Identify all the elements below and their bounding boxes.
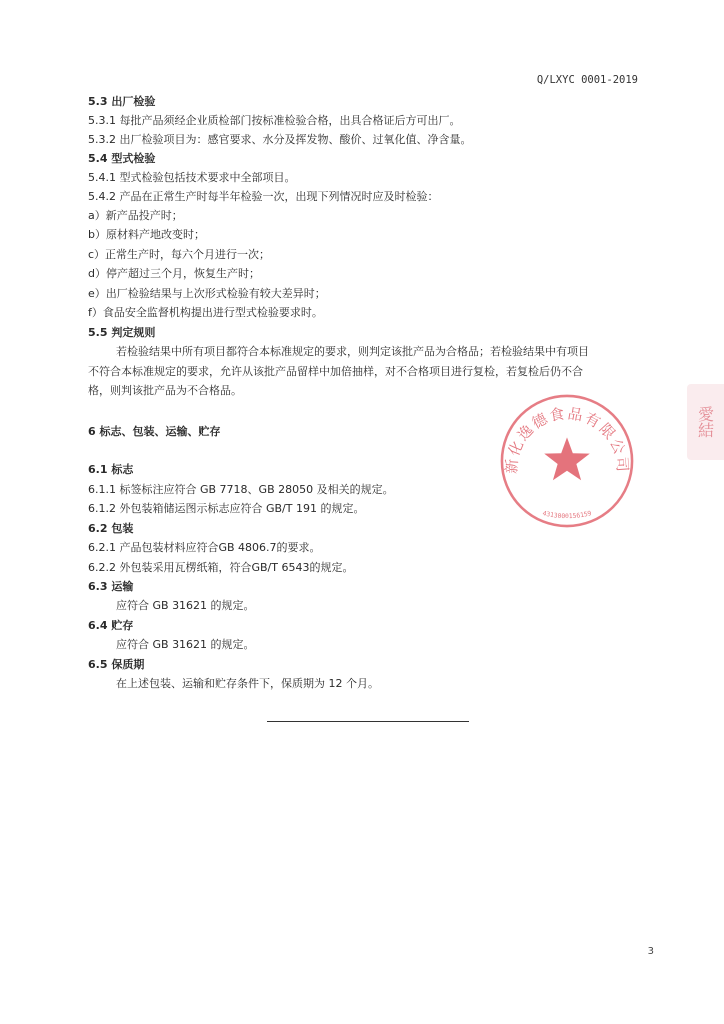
section-heading: 5.4 型式检验 bbox=[88, 152, 156, 165]
seal-number: 4313000156159 bbox=[541, 509, 593, 521]
clause-text: 6.1.2 外包装箱储运图示标志应符合 GB/T 191 的规定。 bbox=[88, 502, 365, 515]
paragraph-line: 格，则判该批产品为不合格品。 bbox=[88, 384, 242, 397]
clause-text: 应符合 GB 31621 的规定。 bbox=[116, 638, 255, 651]
clause-text: 5.4.2 产品在正常生产时每半年检验一次，出现下列情况时应及时检验： bbox=[88, 190, 439, 203]
clause-text: 应符合 GB 31621 的规定。 bbox=[116, 599, 255, 612]
section-heading: 6.4 贮存 bbox=[88, 619, 134, 632]
paragraph-line: 若检验结果中所有项目都符合本标准规定的要求，则判定该批产品为合格品；若检验结果中有项目 bbox=[116, 345, 589, 358]
page-number: 3 bbox=[647, 946, 654, 957]
chapter-heading: 6 标志、包装、运输、贮存 bbox=[88, 425, 221, 438]
partial-edge-stamp bbox=[683, 382, 724, 462]
section-heading: 6.5 保质期 bbox=[88, 658, 145, 671]
clause-text: 在上述包装、运输和贮存条件下，保质期为 12 个月。 bbox=[116, 677, 379, 690]
edge-stamp-text: 愛結 bbox=[695, 406, 715, 438]
section-heading: 6.2 包装 bbox=[88, 522, 134, 535]
clause-text: 5.3.2 出厂检验项目为：感官要求、水分及挥发物、酸价、过氧化值、净含量。 bbox=[88, 133, 472, 146]
clause-text: 6.2.2 外包装采用瓦楞纸箱，符合GB/T 6543的规定。 bbox=[88, 561, 354, 574]
clause-text: 6.2.1 产品包装材料应符合GB 4806.7的要求。 bbox=[88, 541, 321, 554]
section-heading: 5.3 出厂检验 bbox=[88, 95, 156, 108]
standard-code: Q/LXYC 0001-2019 bbox=[536, 74, 638, 86]
list-item: a）新产品投产时； bbox=[88, 209, 183, 222]
star-icon bbox=[544, 437, 590, 480]
section-heading: 6.3 运输 bbox=[88, 580, 134, 593]
paragraph-line: 不符合本标准规定的要求，允许从该批产品留样中加倍抽样，对不合格项目进行复检，若复检后仍不合 bbox=[88, 365, 583, 378]
list-item: b）原材料产地改变时； bbox=[88, 228, 205, 241]
svg-text:4313000156159 bbox=[542, 509, 593, 520]
section-heading: 5.5 判定规则 bbox=[88, 326, 156, 339]
clause-text: 6.1.1 标签标注应符合 GB 7718、GB 28050 及相关的规定。 bbox=[88, 483, 394, 496]
clause-text: 5.3.1 每批产品须经企业质检部门按标准检验合格，出具合格证后方可出厂。 bbox=[88, 114, 461, 127]
list-item: e）出厂检验结果与上次形式检验有较大差异时； bbox=[88, 287, 326, 300]
end-rule bbox=[267, 721, 469, 722]
seal-company-name: 新化逸德食品有限公司 bbox=[503, 405, 631, 475]
list-item: d）停产超过三个月，恢复生产时； bbox=[88, 267, 260, 280]
list-item: f）食品安全监督机构提出进行型式检验要求时。 bbox=[88, 306, 323, 319]
section-heading: 6.1 标志 bbox=[88, 463, 134, 476]
list-item: c）正常生产时，每六个月进行一次； bbox=[88, 248, 271, 261]
company-seal-stamp bbox=[498, 392, 636, 530]
clause-text: 5.4.1 型式检验包括技术要求中全部项目。 bbox=[88, 171, 296, 184]
